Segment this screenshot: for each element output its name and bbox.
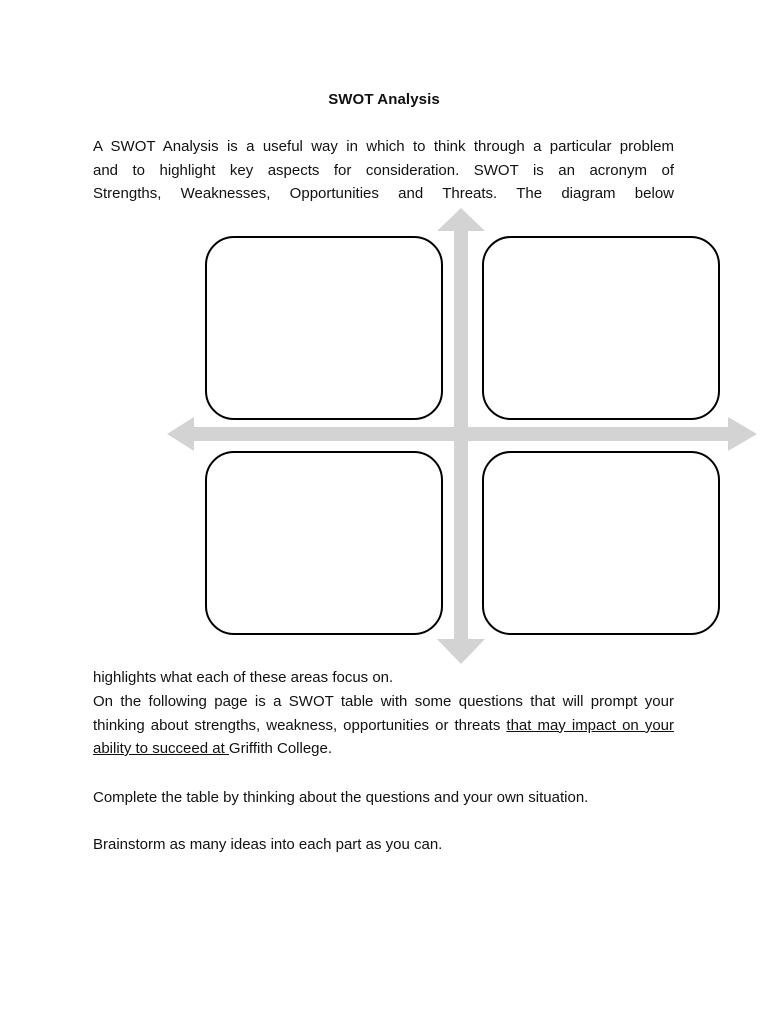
following-underlined-text: that may impact on your ability to succeed at	[93, 716, 674, 757]
swot-box-top-left	[206, 237, 442, 419]
swot-box-top-right	[483, 237, 719, 419]
intro-line-1: A SWOT Analysis is a useful way in which to think through a particular problem	[93, 138, 674, 155]
complete-instruction: Complete the table by thinking about the questions and your own situation.	[93, 789, 589, 806]
following-page-paragraph	[93, 690, 674, 761]
brainstorm-instruction: Brainstorm as many ideas into each part as you can.	[93, 836, 443, 853]
continuation-text: highlights what each of these areas focus on.	[93, 669, 394, 686]
intro-line-3: Strengths, Weaknesses, Opportunities and Threats. The diagram below	[93, 185, 674, 202]
swot-box-bottom-left	[206, 452, 442, 634]
following-text-part2: Griffith College.	[228, 740, 333, 757]
intro-paragraph	[93, 135, 674, 206]
following-text-part1: On the following page is a SWOT table with some questions that will prompt your thinking about strengths, weakness, opportunities or threats	[93, 693, 674, 734]
swot-diagram	[160, 205, 760, 670]
intro-line-2: and to highlight key aspects for consideration. SWOT is an acronym of	[93, 161, 674, 179]
swot-box-bottom-right	[483, 452, 719, 634]
page-title: SWOT Analysis	[328, 91, 440, 108]
